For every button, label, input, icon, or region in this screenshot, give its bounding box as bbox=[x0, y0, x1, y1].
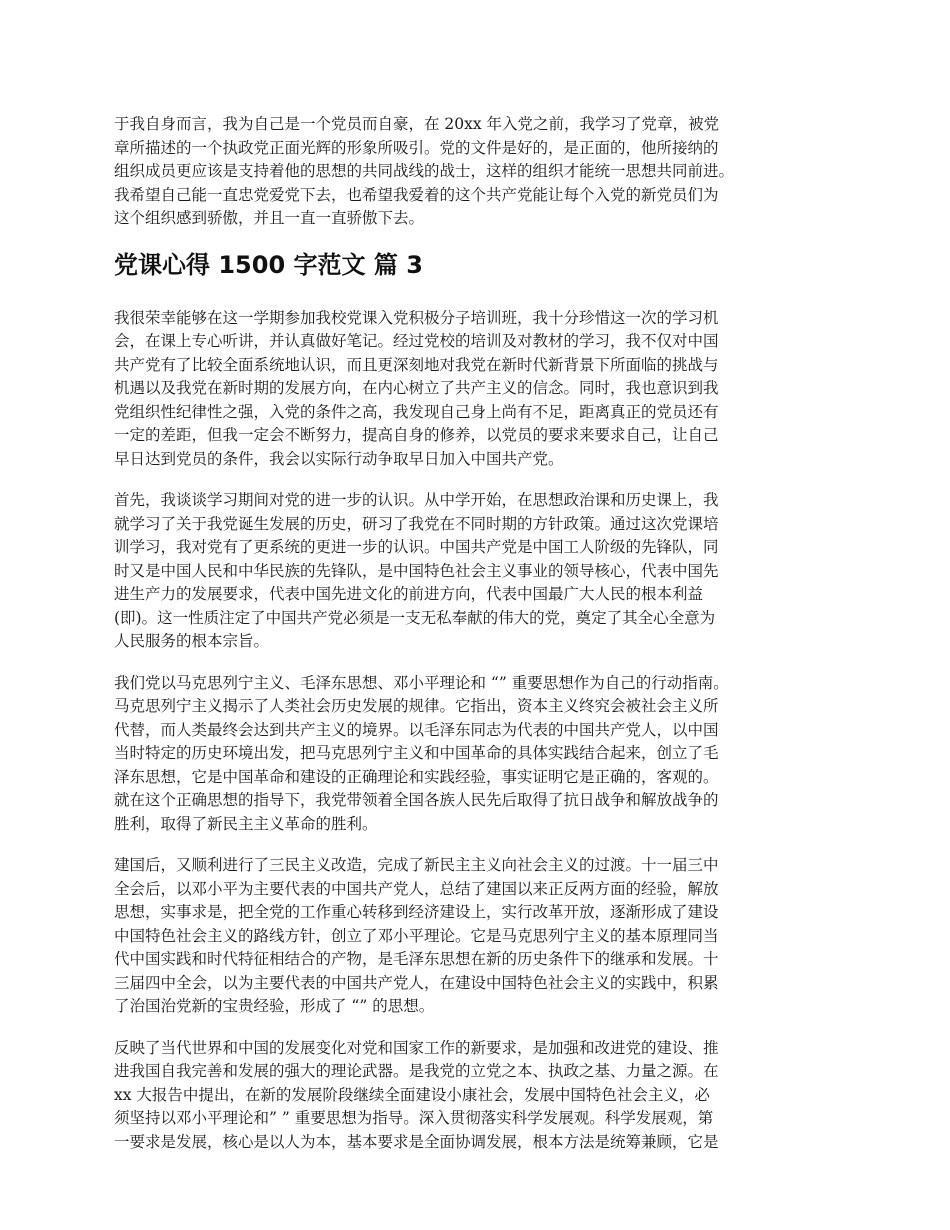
paragraph-line: 反映了当代世界和中国的发展变化对党和国家工作的新要求，是加强和改进党的建设、推 bbox=[114, 1038, 719, 1057]
body-paragraph-1 bbox=[114, 307, 840, 472]
paragraph-line: 首先，我谈谈学习期间对党的进一步的认识。从中学开始，在思想政治课和历史课上，我 bbox=[114, 491, 719, 509]
paragraph-line: 章所描述的一个执政党正面光辉的形象所吸引。党的文件是好的，是正面的，他所接纳的 bbox=[114, 138, 719, 157]
paragraph-line: 进生产力的发展要求，代表中国先进文化的前进方向，代表中国最广大人民的根本利益 bbox=[114, 585, 704, 603]
paragraph-line: 三届四中全会，以为主要代表的中国共产党人，在建设中国特色社会主义的实践中，积累 bbox=[114, 973, 719, 992]
intro-paragraph bbox=[114, 113, 840, 231]
body-paragraph-2 bbox=[114, 489, 840, 654]
body-paragraph-3 bbox=[114, 672, 840, 837]
paragraph-line: 我们党以马克思列宁主义、毛泽东思想、邓小平理论和 “” 重要思想作为自己的行动指南。 bbox=[114, 673, 729, 692]
paragraph-line: 这个组织感到骄傲，并且一直一直骄傲下去。 bbox=[114, 209, 425, 227]
paragraph-line: 共产党有了比较全面系统地认识，而且更深刻地对我党在新时代新背景下所面临的挑战与 bbox=[114, 355, 719, 374]
paragraph-line: 了治国治党新的宝贵经验，形成了 “” 的思想。 bbox=[114, 997, 435, 1015]
paragraph-line: 泽东思想，它是中国革命和建设的正确理论和实践经验，事实证明它是正确的，客观的。 bbox=[114, 767, 719, 786]
paragraph-line: 中国特色社会主义的路线方针，创立了邓小平理论。它是马克思列宁主义的基本原理同当 bbox=[114, 926, 719, 945]
paragraph-line: 当时特定的历史环境出发，把马克思列宁主义和中国革命的具体实践结合起来，创立了毛 bbox=[114, 744, 719, 762]
document-page bbox=[114, 113, 840, 1172]
paragraph-line: 我希望自己能一直忠党爱党下去，也希望我爱着的这个共产党能让每个入党的新党员们为 bbox=[114, 185, 719, 204]
paragraph-line: (即)。这一性质注定了中国共产党必须是一支无私奉献的伟大的党，奠定了其全心全意为 bbox=[114, 608, 716, 627]
paragraph-line: 机遇以及我党在新时期的发展方向，在内心树立了共产主义的信念。同时，我也意识到我 bbox=[114, 379, 719, 397]
paragraph-line: 时又是中国人民和中华民族的先锋队，是中国特色社会主义事业的领导核心，代表中国先 bbox=[114, 561, 719, 580]
paragraph-line: 一定的差距，但我一定会不断努力，提高自身的修养，以党员的要求来要求自己，让自己 bbox=[114, 426, 719, 444]
paragraph-line: 一要求是发展，核心是以人为本，基本要求是全面协调发展，根本方法是统筹兼顾，它是 bbox=[114, 1132, 719, 1151]
paragraph-line: 我很荣幸能够在这一学期参加我校党课入党积极分子培训班，我十分珍惜这一次的学习机 bbox=[114, 308, 719, 327]
paragraph-line: xx 大报告中提出，在新的发展阶段继续全面建设小康社会，发展中国特色社会主义，必 bbox=[114, 1085, 710, 1104]
paragraph-line: 须坚持以邓小平理论和” ” 重要思想为指导。深入贯彻落实科学发展观。科学发展观，第 bbox=[114, 1109, 714, 1127]
paragraph-line: 建国后，又顺利进行了三民主义改造，完成了新民主主义向社会主义的过渡。十一届三中 bbox=[114, 856, 719, 874]
body-paragraph-5 bbox=[114, 1037, 840, 1155]
paragraph-line: 就在这个正确思想的指导下，我党带领着全国各族人民先后取得了抗日战争和解放战争的 bbox=[114, 791, 719, 809]
paragraph-line: 思想，实事求是，把全党的工作重心转移到经济建设上，实行改革开放，逐渐形成了建设 bbox=[114, 903, 719, 921]
paragraph-line: 就学习了关于我党诞生发展的历史，研习了我党在不同时期的方针政策。通过这次党课培 bbox=[114, 514, 719, 533]
paragraph-line: 代中国实践和时代特征相结合的产物，是毛泽东思想在新的历史条件下的继承和发展。十 bbox=[114, 950, 719, 968]
paragraph-line: 全会后，以邓小平为主要代表的中国共产党人，总结了建国以来正反两方面的经验，解放 bbox=[114, 879, 719, 898]
paragraph-line: 会，在课上专心听讲，并认真做好笔记。经过党校的培训及对教材的学习，我不仅对中国 bbox=[114, 332, 719, 350]
paragraph-line: 训学习，我对党有了更系统的更进一步的认识。中国共产党是中国工人阶级的先锋队，同 bbox=[114, 538, 719, 556]
paragraph-line: 组织成员更应该是支持着他的思想的共同战线的战士，这样的组织才能统一思想共同前进。 bbox=[114, 162, 735, 180]
paragraph-line: 早日达到党员的条件，我会以实际行动争取早日加入中国共产党。 bbox=[114, 449, 564, 468]
body-paragraph-4 bbox=[114, 854, 840, 1019]
paragraph-line: 于我自身而言，我为自己是一个党员而自豪，在 20xx 年入党之前，我学习了党章，被党 bbox=[114, 115, 720, 133]
paragraph-line: 党组织性纪律性之强，入党的条件之高，我发现自己身上尚有不足，距离真正的党员还有 bbox=[114, 402, 719, 421]
section-heading: 党课心得 1500 字范文 篇 3 bbox=[114, 250, 423, 279]
paragraph-line: 马克思列宁主义揭示了人类社会历史发展的规律。它指出，资本主义终究会被社会主义所 bbox=[114, 697, 719, 715]
paragraph-line: 代替，而人类最终会达到共产主义的境界。以毛泽东同志为代表的中国共产党人，以中国 bbox=[114, 720, 719, 739]
paragraph-line: 胜利，取得了新民主主义革命的胜利。 bbox=[114, 814, 378, 833]
paragraph-line: 进我国自我完善和发展的强大的理论武器。是我党的立党之本、执政之基、力量之源。在 bbox=[114, 1062, 719, 1080]
paragraph-line: 人民服务的根本宗旨。 bbox=[114, 632, 270, 650]
